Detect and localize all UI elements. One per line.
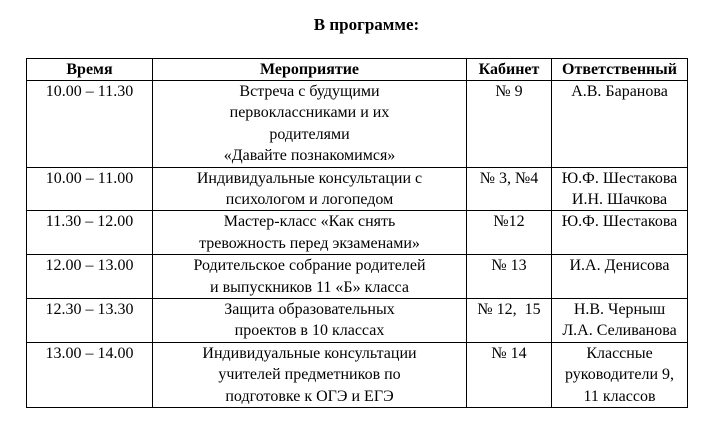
event-cell <box>153 167 467 211</box>
room-cell: № 13 <box>467 255 552 299</box>
event-cell <box>153 211 467 255</box>
responsible-cell <box>552 81 688 168</box>
responsible-line: 11 классов <box>583 387 656 405</box>
header-time: Время <box>27 59 153 81</box>
event-line: проектов в 10 классах <box>234 322 385 340</box>
responsible-cell <box>552 167 688 211</box>
time-cell: 10.00 – 11.00 <box>27 167 153 211</box>
time-cell: 10.00 – 11.30 <box>27 81 153 168</box>
responsible-line: руководители 9, <box>564 366 675 384</box>
responsible-line: А.В. Баранова <box>571 83 668 100</box>
room-cell: № 14 <box>467 342 552 407</box>
responsible-line: Л.А. Селиванова <box>562 322 677 340</box>
table-row <box>27 299 688 343</box>
page-title: В программе: <box>313 15 420 34</box>
event-line: Индивидуальные консультации с <box>196 169 423 187</box>
table-row <box>27 167 688 211</box>
event-cell <box>153 342 467 407</box>
responsible-cell <box>552 342 688 407</box>
event-line: первоклассниками и их <box>229 104 390 122</box>
room-cell: № 12, 15 <box>467 299 552 343</box>
responsible-cell <box>552 211 688 255</box>
header-event: Мероприятие <box>153 59 467 81</box>
responsible-line: Ю.Ф. Шестакова <box>561 213 678 231</box>
schedule-table <box>26 58 688 408</box>
table-row <box>27 342 688 407</box>
event-line: Родительское собрание родителей <box>193 257 426 275</box>
event-cell <box>153 255 467 299</box>
event-line: подготовке к ОГЭ и ЕГЭ <box>225 387 394 405</box>
event-cell <box>153 81 467 168</box>
event-line: «Давайте познакомимся» <box>223 147 396 165</box>
header-responsible: Ответственный <box>552 59 688 81</box>
responsible-cell <box>552 255 688 299</box>
room-cell: №12 <box>467 211 552 255</box>
responsible-line: Н.В. Черныш <box>573 301 666 319</box>
time-cell: 13.00 – 14.00 <box>27 342 153 407</box>
responsible-line: Ю.Ф. Шестакова <box>561 169 678 187</box>
room-cell: № 9 <box>467 81 552 168</box>
event-cell <box>153 299 467 343</box>
event-line: Индивидуальные консультации <box>202 344 417 362</box>
event-line: тревожность перед экзаменами» <box>199 234 420 252</box>
time-cell: 12.30 – 13.30 <box>27 299 153 343</box>
time-cell: 12.00 – 13.00 <box>27 255 153 299</box>
event-line: и выпускников 11 «Б» класса <box>210 278 409 296</box>
table-row <box>27 255 688 299</box>
responsible-line: И.А. Денисова <box>569 257 670 275</box>
event-line: учителей предметников по <box>218 366 401 384</box>
event-line: психологом и логопедом <box>225 191 394 209</box>
responsible-line: И.Н. Шачкова <box>571 191 668 209</box>
event-line: Встреча с будущими <box>239 83 380 100</box>
responsible-line: Классные <box>586 344 653 362</box>
header-room: Кабинет <box>467 59 552 81</box>
table-row <box>27 211 688 255</box>
time-cell: 11.30 – 12.00 <box>27 211 153 255</box>
event-line: Защита образовательных <box>224 301 395 319</box>
event-line: Мастер-класс «Как снять <box>223 213 396 231</box>
table-header-row <box>27 59 688 81</box>
room-cell: № 3, №4 <box>467 167 552 211</box>
responsible-cell <box>552 299 688 343</box>
table-row <box>27 81 688 168</box>
event-line: родителями <box>269 125 350 143</box>
